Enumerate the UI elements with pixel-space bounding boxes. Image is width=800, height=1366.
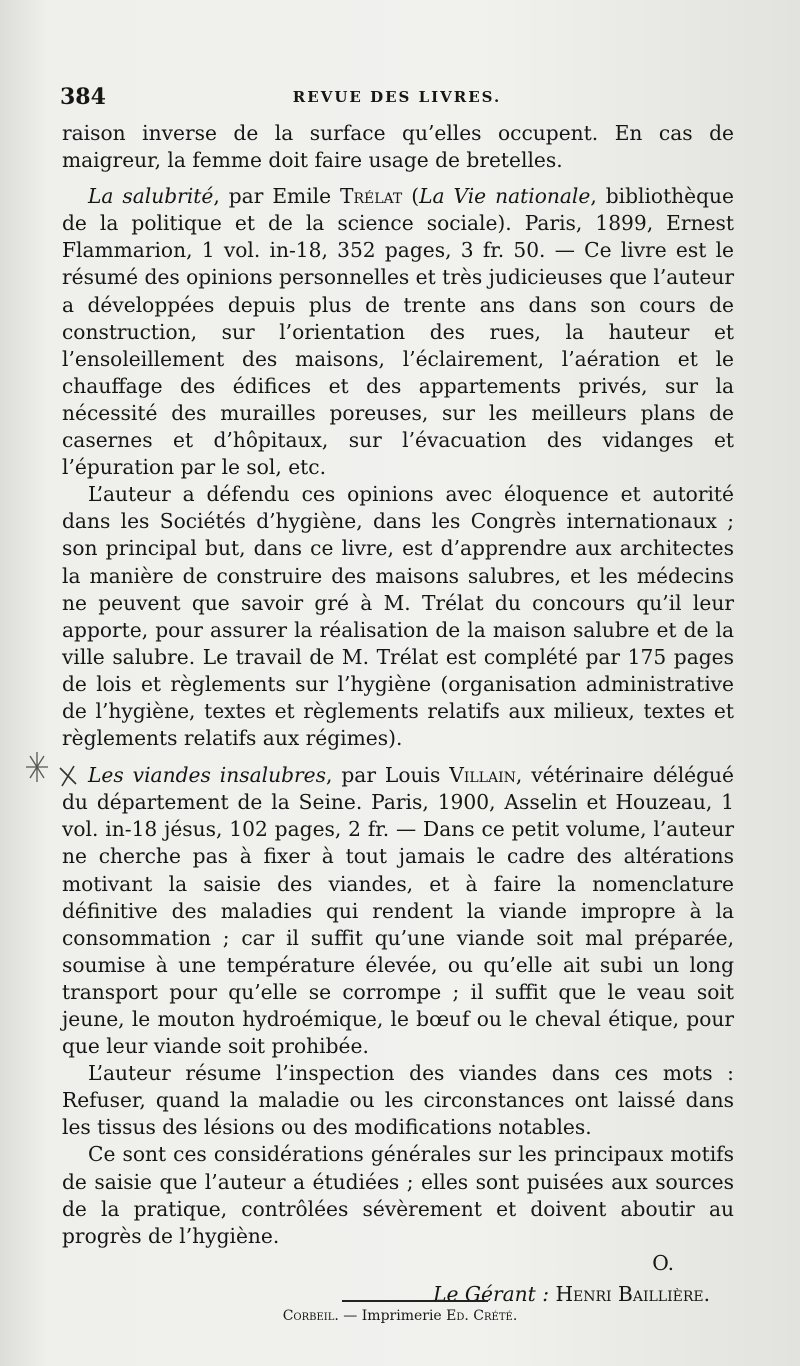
review-entry-salubrite	[62, 183, 734, 481]
printer-imprint	[0, 1308, 800, 1324]
author-name: Villain	[449, 763, 516, 788]
printer-name: Ed. Crété.	[446, 1308, 518, 1324]
review-paragraph: Ce sont ces considérations générales sur les principaux motifs de saisie que l’auteur a étudiées ; elles sont puisées aux sources de la pratique, contrôlées sévèrement et doivent aboutir au progrès de l’hygiène.	[62, 1142, 734, 1248]
page-header	[60, 84, 734, 114]
book-title: La salubrité	[88, 184, 214, 209]
author-name: Trélat	[340, 184, 403, 209]
author-prefix: , par Louis	[325, 763, 450, 788]
reviewer-signature: O.	[652, 1250, 674, 1275]
author-prefix: , par Emile	[213, 184, 341, 209]
page-body	[62, 120, 734, 1308]
page-number: 384	[60, 84, 106, 110]
review-text: , vétérinaire délégué du département de la Seine. Paris, 1900, Asselin et Houzeau, 1 vol. in-18 jésus, 102 pages, 2 fr. — Dans ce petit volume, l’auteur ne cherche pas à fixer à tout jamais le cadre des altérations motivant la saisie des viandes, et à faire la nomenclature définitive des maladies qui rendent la viande impropre à la consommation ; car il suffit qu’une viande soit mal préparée, soumise à une température élevée, ou qu’elle ait subi un long transport pour qu’elle se corrompe ; il suffit que le veau soit jeune, le mouton hydroémique, le bœuf ou le cheval étique, pour que leur viande soit prohibée.	[62, 763, 734, 1059]
series-open: (	[402, 184, 420, 209]
review-text: , bibliothèque de la politique et de la science sociale). Paris, 1899, Ernest Flammarion, 1 vol. in-18, 352 pages, 3 fr. 50. — Ce livre est le résumé des opinions personnelles et très judicieuses que l’auteur a développées depuis plus de trente ans dans son cours de construction, sur l’orientation des rues, la hauteur et l’ensoleillement des maisons, l’éclairement, l’aération et le chauffage des édifices et des appartements privés, sur la nécessité des murailles poreuses, sur les meilleurs plans de casernes et d’hôpitaux, sur l’évacuation des vidanges et l’épuration par le sol, etc.	[62, 184, 734, 480]
footer-rule	[342, 1300, 488, 1302]
review-paragraph: L’auteur a défendu ces opinions avec éloquence et autorité dans les Sociétés d’hygiène, dans les Congrès internationaux ; son principal but, dans ce livre, est d’apprendre aux architectes la manière de construire des maisons salubres, et les médecins ne peuvent que savoir gré à M. Trélat du concours qu’il leur apporte, pour assurer la réalisation de la maison salubre et de la ville salubre. Le travail de M. Trélat est complété par 175 pages de lois et règlements sur l’hygiène (organisation administrative de l’hygiène, textes et règlements relatifs aux milieux, textes et règlements relatifs aux régimes).	[62, 482, 734, 751]
book-title: Les viandes insalubres	[88, 763, 326, 788]
manager-label: Le Gérant :	[433, 1281, 550, 1306]
running-title: REVUE DES LIVRES.	[292, 88, 502, 106]
review-entry-viandes	[62, 762, 734, 1060]
printer-separator: — Imprimerie	[338, 1308, 447, 1324]
printer-city: Corbeil.	[282, 1308, 339, 1324]
review-paragraph: L’auteur résume l’inspection des viandes dans ces mots : Refuser, quand la maladie ou les circonstances ont laissé dans les tissus des lésions ou des modifications notables.	[62, 1061, 734, 1140]
manager-line	[62, 1281, 734, 1308]
manager-name: Henri Baillière.	[555, 1281, 710, 1306]
continued-paragraph: raison inverse de la surface qu’elles occupent. En cas de maigreur, la femme doit faire usage de bretelles.	[62, 121, 734, 173]
series-title: La Vie nationale	[419, 184, 591, 209]
